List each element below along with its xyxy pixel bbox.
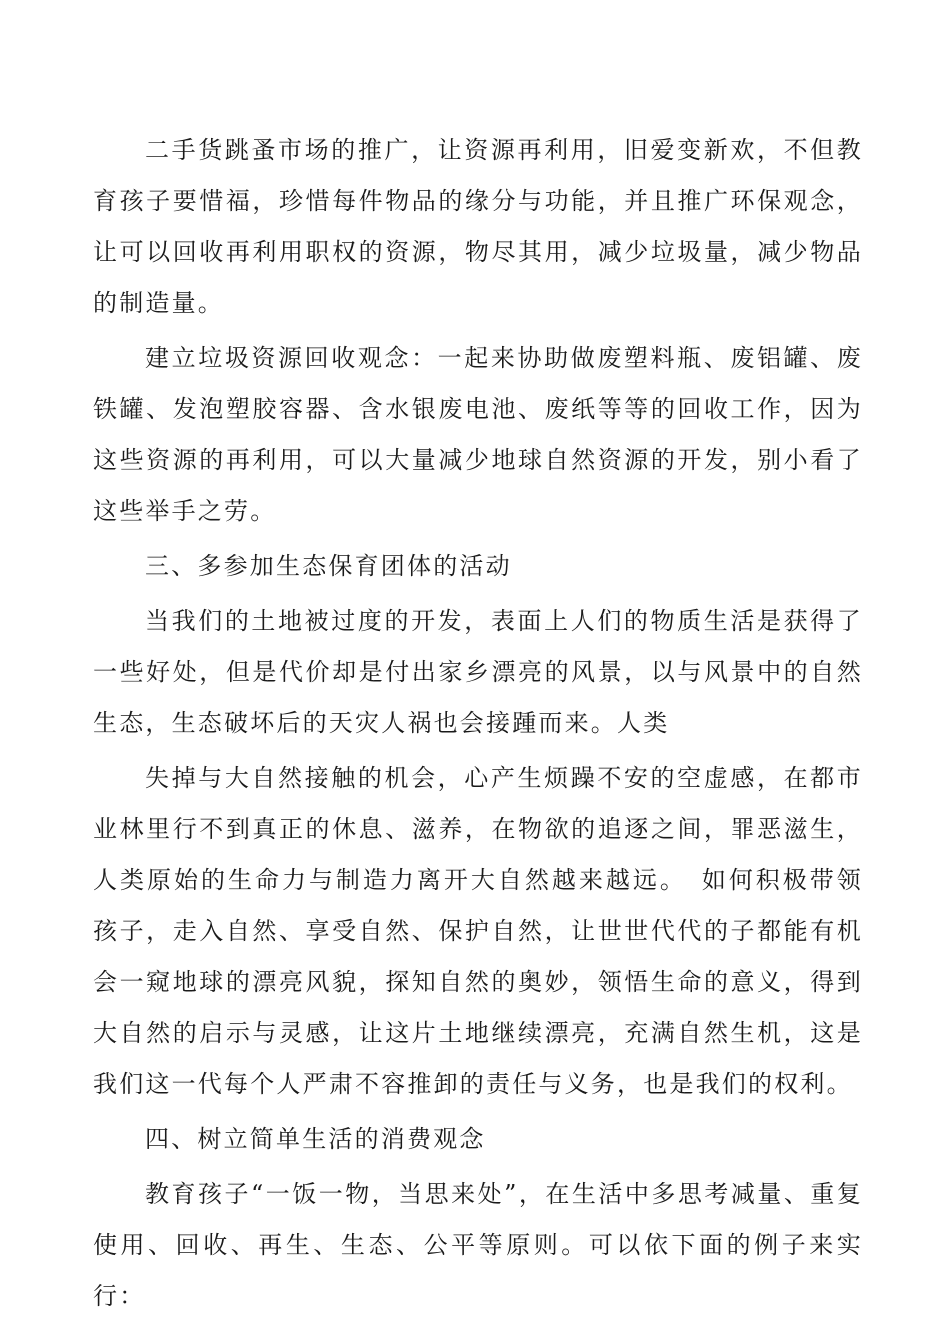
paragraph-land-development: 当我们的土地被过度的开发，表面上人们的物质生活是获得了一些好处，但是代价却是付出家乡漂亮的风景，以与风景中的自然生态，生态破坏后的天灾人祸也会接踵而来。人类 xyxy=(93,607,863,737)
section-heading-4: 四、树立简单生活的消费观念 xyxy=(145,1125,486,1153)
paragraph-nature-contact: 失掉与大自然接触的机会，心产生烦躁不安的空虚感，在都市业林里行不到真正的休息、滋养，在物欲的追逐之间，罪恶滋生，人类原始的生命力与制造力离开大自然越来越远。 如何积极带领孩子，走入自然、享受自然、保护自然，让世世代代的子都能有机会一窥地球的漂亮风貌，探知自然的奥妙，领悟生命的意义，得到大自然的启示与灵感，让这片土地继续漂亮，充满自然生机，这是我们这一代每个人严肃不容推卸的责任与义务，也是我们的权利。 xyxy=(93,764,863,1098)
document-body xyxy=(93,125,863,1326)
paragraph-flea-market: 二手货跳蚤市场的推广，让资源再利用，旧爱变新欢，不但教育孩子要惜福，珍惜每件物品的缘分与功能，并且推广环保观念，让可以回收再利用职权的资源，物尽其用，减少垃圾量，减少物品的制造量。 xyxy=(93,136,863,317)
paragraph-recycling: 建立垃圾资源回收观念：一起来协助做废塑料瓶、废铝罐、废铁罐、发泡塑胶容器、含水银废电池、废纸等等的回收工作，因为这些资源的再利用，可以大量减少地球自然资源的开发，别小看了这些举手之劳。 xyxy=(93,344,863,525)
section-heading-3: 三、多参加生态保育团体的活动 xyxy=(145,552,512,580)
paragraph-consumption: 教育孩子“一饭一物，当思来处”，在生活中多思考减量、重复使用、回收、再生、生态、公平等原则。可以依下面的例子来实行： xyxy=(93,1180,863,1310)
